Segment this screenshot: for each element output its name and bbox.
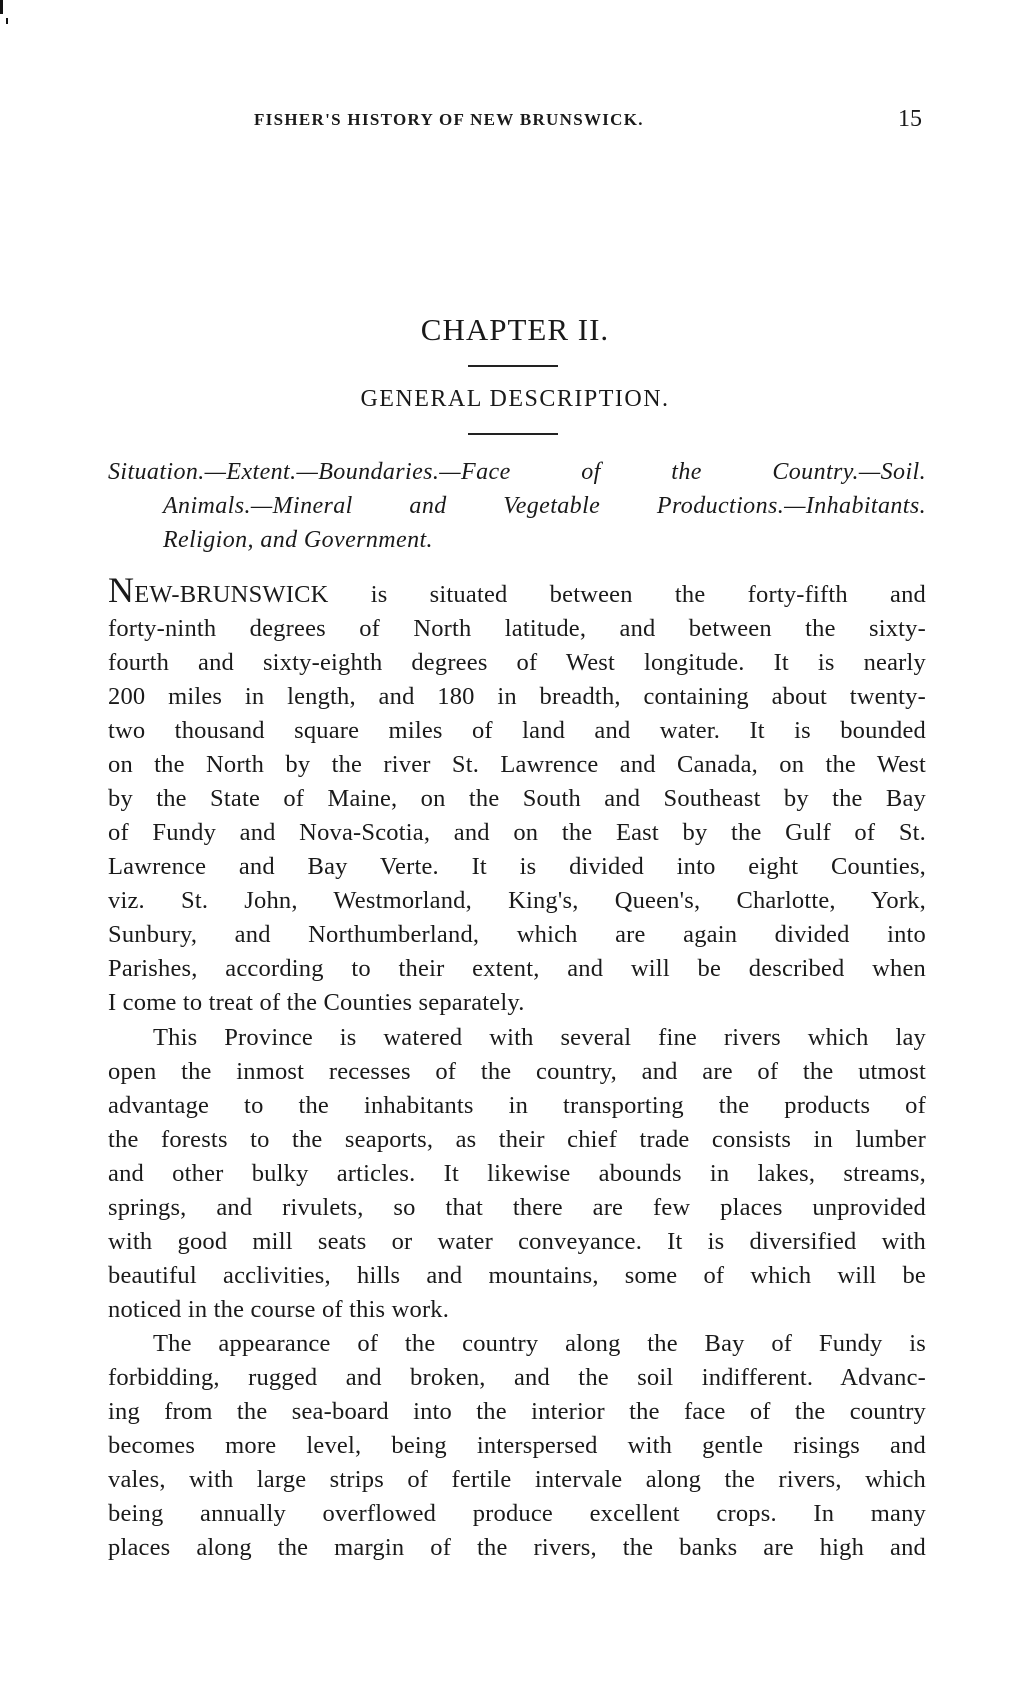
paragraph-3 [108,1327,926,1565]
paragraph-2 [108,1021,926,1327]
synopsis-line: Religion, and Government. [163,527,433,553]
paragraph-line: noticed in the course of this work. [108,1296,450,1323]
paragraph-line: vales, with large strips of fertile intervale along the rivers, which [108,1466,926,1493]
paragraph-line: by the State of Maine, on the South and Southeast by the Bay [108,785,926,812]
paragraph-1 [108,570,926,1020]
paragraph-line: This Province is watered with several fine rivers which lay [153,1024,926,1051]
paragraph-line: places along the margin of the rivers, the banks are high and [108,1534,926,1561]
paragraph-line: on the North by the river St. Lawrence and Canada, on the West [108,751,926,778]
synopsis-line: Situation.—Extent.—Boundaries.—Face of the Country.—Soil. [108,459,926,485]
divider-rule-bottom [468,433,558,435]
section-title: GENERAL DESCRIPTION. [360,386,670,412]
paragraph-line: Sunbury, and Northumberland, which are again divided into [108,921,926,948]
paragraph-line: advantage to the inhabitants in transporting the products of [108,1092,926,1119]
paragraph-line: open the inmost recesses of the country, and are of the utmost [108,1058,926,1085]
chapter-title: CHAPTER II. [420,312,610,347]
synopsis-line: Animals.—Mineral and Vegetable Productions.—Inhabitants. [163,493,926,519]
divider-rule-top [468,365,558,367]
paragraph-line: the forests to the seaports, as their chief trade consists in lumber [108,1126,926,1153]
paragraph-line: fourth and sixty-eighth degrees of West longitude. It is nearly [108,649,926,676]
paragraph-line: springs, and rivulets, so that there are few places unprovided [108,1194,926,1221]
paragraph-line: forbidding, rugged and broken, and the soil indifferent. Advanc- [108,1364,926,1391]
paragraph-line: of Fundy and Nova-Scotia, and on the East by the Gulf of St. [108,819,926,846]
paragraph-line: forty-ninth degrees of North latitude, and between the sixty- [108,615,926,642]
paragraph-line: Lawrence and Bay Verte. It is divided into eight Counties, [108,853,926,880]
paragraph-line: two thousand square miles of land and water. It is bounded [108,717,926,744]
paragraph-line: I come to treat of the Counties separately. [108,989,525,1016]
paragraph-line: Parishes, according to their extent, and will be described when [108,955,926,982]
paragraph-line: beautiful acclivities, hills and mountains, some of which will be [108,1262,926,1289]
drop-cap: N [108,570,135,610]
paragraph-line: 200 miles in length, and 180 in breadth, containing about twenty- [108,683,926,710]
paragraph-line [108,570,926,612]
chapter-synopsis [108,455,926,557]
paragraph-line: with good mill seats or water conveyance. It is diversified with [108,1228,926,1255]
scan-edge-mark-small [6,18,8,24]
paragraph-line: and other bulky articles. It likewise abounds in lakes, streams, [108,1160,926,1187]
paragraph-line: The appearance of the country along the Bay of Fundy is [153,1330,926,1357]
running-head: FISHER'S HISTORY OF NEW BRUNSWICK. [254,110,644,129]
paragraph-line: being annually overflowed produce excellent crops. In many [108,1500,926,1527]
scan-edge-mark [0,0,3,14]
paragraph-line: ing from the sea-board into the interior the face of the country [108,1398,926,1425]
page-number: 15 [898,106,922,132]
paragraph-line: becomes more level, being interspersed with gentle risings and [108,1432,926,1459]
paragraph-line: viz. St. John, Westmorland, King's, Queen's, Charlotte, York, [108,887,926,914]
paragraph-line-text: EW-BRUNSWICK is situated between the forty-fifth and [134,581,926,608]
